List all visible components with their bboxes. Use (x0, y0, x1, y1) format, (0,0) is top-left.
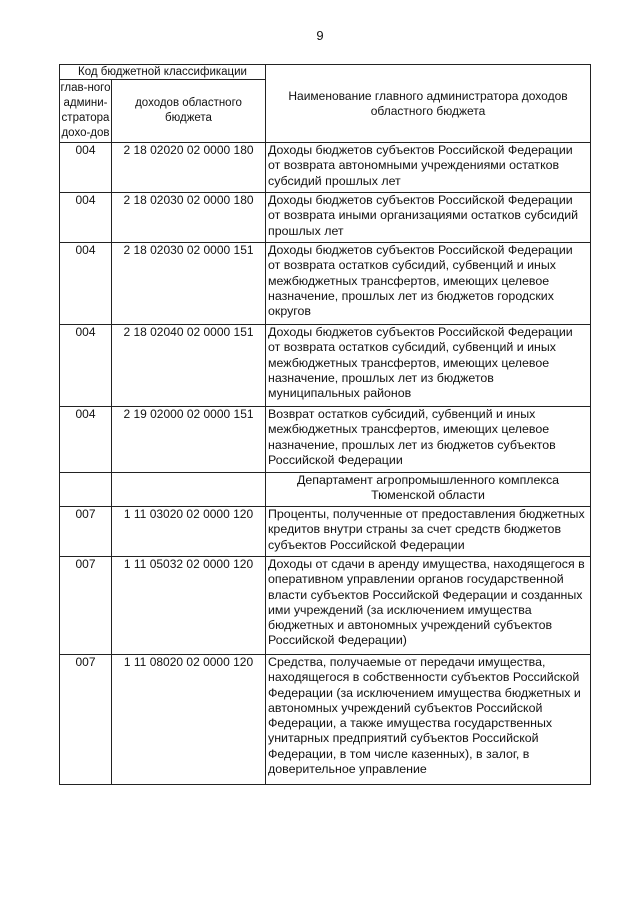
income-code-cell: 1 11 05032 02 0000 120 (112, 557, 266, 655)
description-cell: Доходы бюджетов субъектов Российской Федерации от возврата остатков субсидий, субвенций и иных межбюджетных трансфертов, имеющих целевое назначение, прошлых лет из бюджетов муниципальных районов (266, 325, 591, 407)
table-row (60, 655, 591, 785)
income-code-cell: 1 11 03020 02 0000 120 (112, 507, 266, 557)
table-row (60, 557, 591, 655)
description-cell: Средства, получаемые от передачи имущества, находящегося в собственности субъектов Российской Федерации (за исключением имущества бюджетных и автономных учреждений субъектов Российской Федерации, а также имущества государственных унитарных предприятий субъектов Российской Федерации, в том числе казенных), в залог, в доверительное управление (266, 655, 591, 785)
budget-classification-table (59, 64, 591, 785)
header-admin-code: глав-ного админи-стратора дохо-дов (60, 80, 112, 143)
income-code-cell: 1 11 08020 02 0000 120 (112, 655, 266, 785)
table-row (60, 143, 591, 193)
header-administrator-name: Наименование главного администратора доходов областного бюджета (266, 65, 591, 143)
admin-code-cell: 004 (60, 193, 112, 243)
table-row (60, 325, 591, 407)
admin-code-cell: 004 (60, 325, 112, 407)
admin-code-cell: 004 (60, 143, 112, 193)
income-code-cell: 2 18 02030 02 0000 180 (112, 193, 266, 243)
admin-code-cell: 007 (60, 507, 112, 557)
income-code-cell: 2 18 02020 02 0000 180 (112, 143, 266, 193)
header-income-code: доходов областного бюджета (112, 80, 266, 143)
description-cell: Проценты, полученные от предоставления бюджетных кредитов внутри страны за счет средств бюджетов субъектов Российской Федерации (266, 507, 591, 557)
description-cell: Доходы от сдачи в аренду имущества, находящегося в оперативном управлении органов государственной власти субъектов Российской Федерации и созданных ими учреждений (за исключением имущества бюджетных и автономных учреждений субъектов Российской Федерации) (266, 557, 591, 655)
table-row (60, 243, 591, 325)
admin-code-cell: 007 (60, 557, 112, 655)
income-code-cell: 2 18 02030 02 0000 151 (112, 243, 266, 325)
income-code-cell (112, 473, 266, 507)
admin-code-cell (60, 473, 112, 507)
description-cell: Доходы бюджетов субъектов Российской Федерации от возврата иными организациями остатков субсидий прошлых лет (266, 193, 591, 243)
table-row (60, 507, 591, 557)
department-heading: Департамент агропромышленного комплекса Тюменской области (266, 473, 591, 507)
description-cell: Доходы бюджетов субъектов Российской Федерации от возврата остатков субсидий, субвенций и иных межбюджетных трансфертов, имеющих целевое назначение, прошлых лет из бюджетов городских округов (266, 243, 591, 325)
admin-code-cell: 007 (60, 655, 112, 785)
admin-code-cell: 004 (60, 407, 112, 473)
page-number: 9 (316, 28, 324, 43)
description-cell: Возврат остатков субсидий, субвенций и иных межбюджетных трансфертов, имеющих целевое назначение, прошлых лет из бюджетов субъектов Российской Федерации (266, 407, 591, 473)
income-code-cell: 2 19 02000 02 0000 151 (112, 407, 266, 473)
income-code-cell: 2 18 02040 02 0000 151 (112, 325, 266, 407)
header-classification-code: Код бюджетной классификации (60, 65, 266, 80)
department-row (60, 473, 591, 507)
admin-code-cell: 004 (60, 243, 112, 325)
table-row (60, 193, 591, 243)
description-cell: Доходы бюджетов субъектов Российской Федерации от возврата автономными учреждениями остатков субсидий прошлых лет (266, 143, 591, 193)
table-row (60, 407, 591, 473)
